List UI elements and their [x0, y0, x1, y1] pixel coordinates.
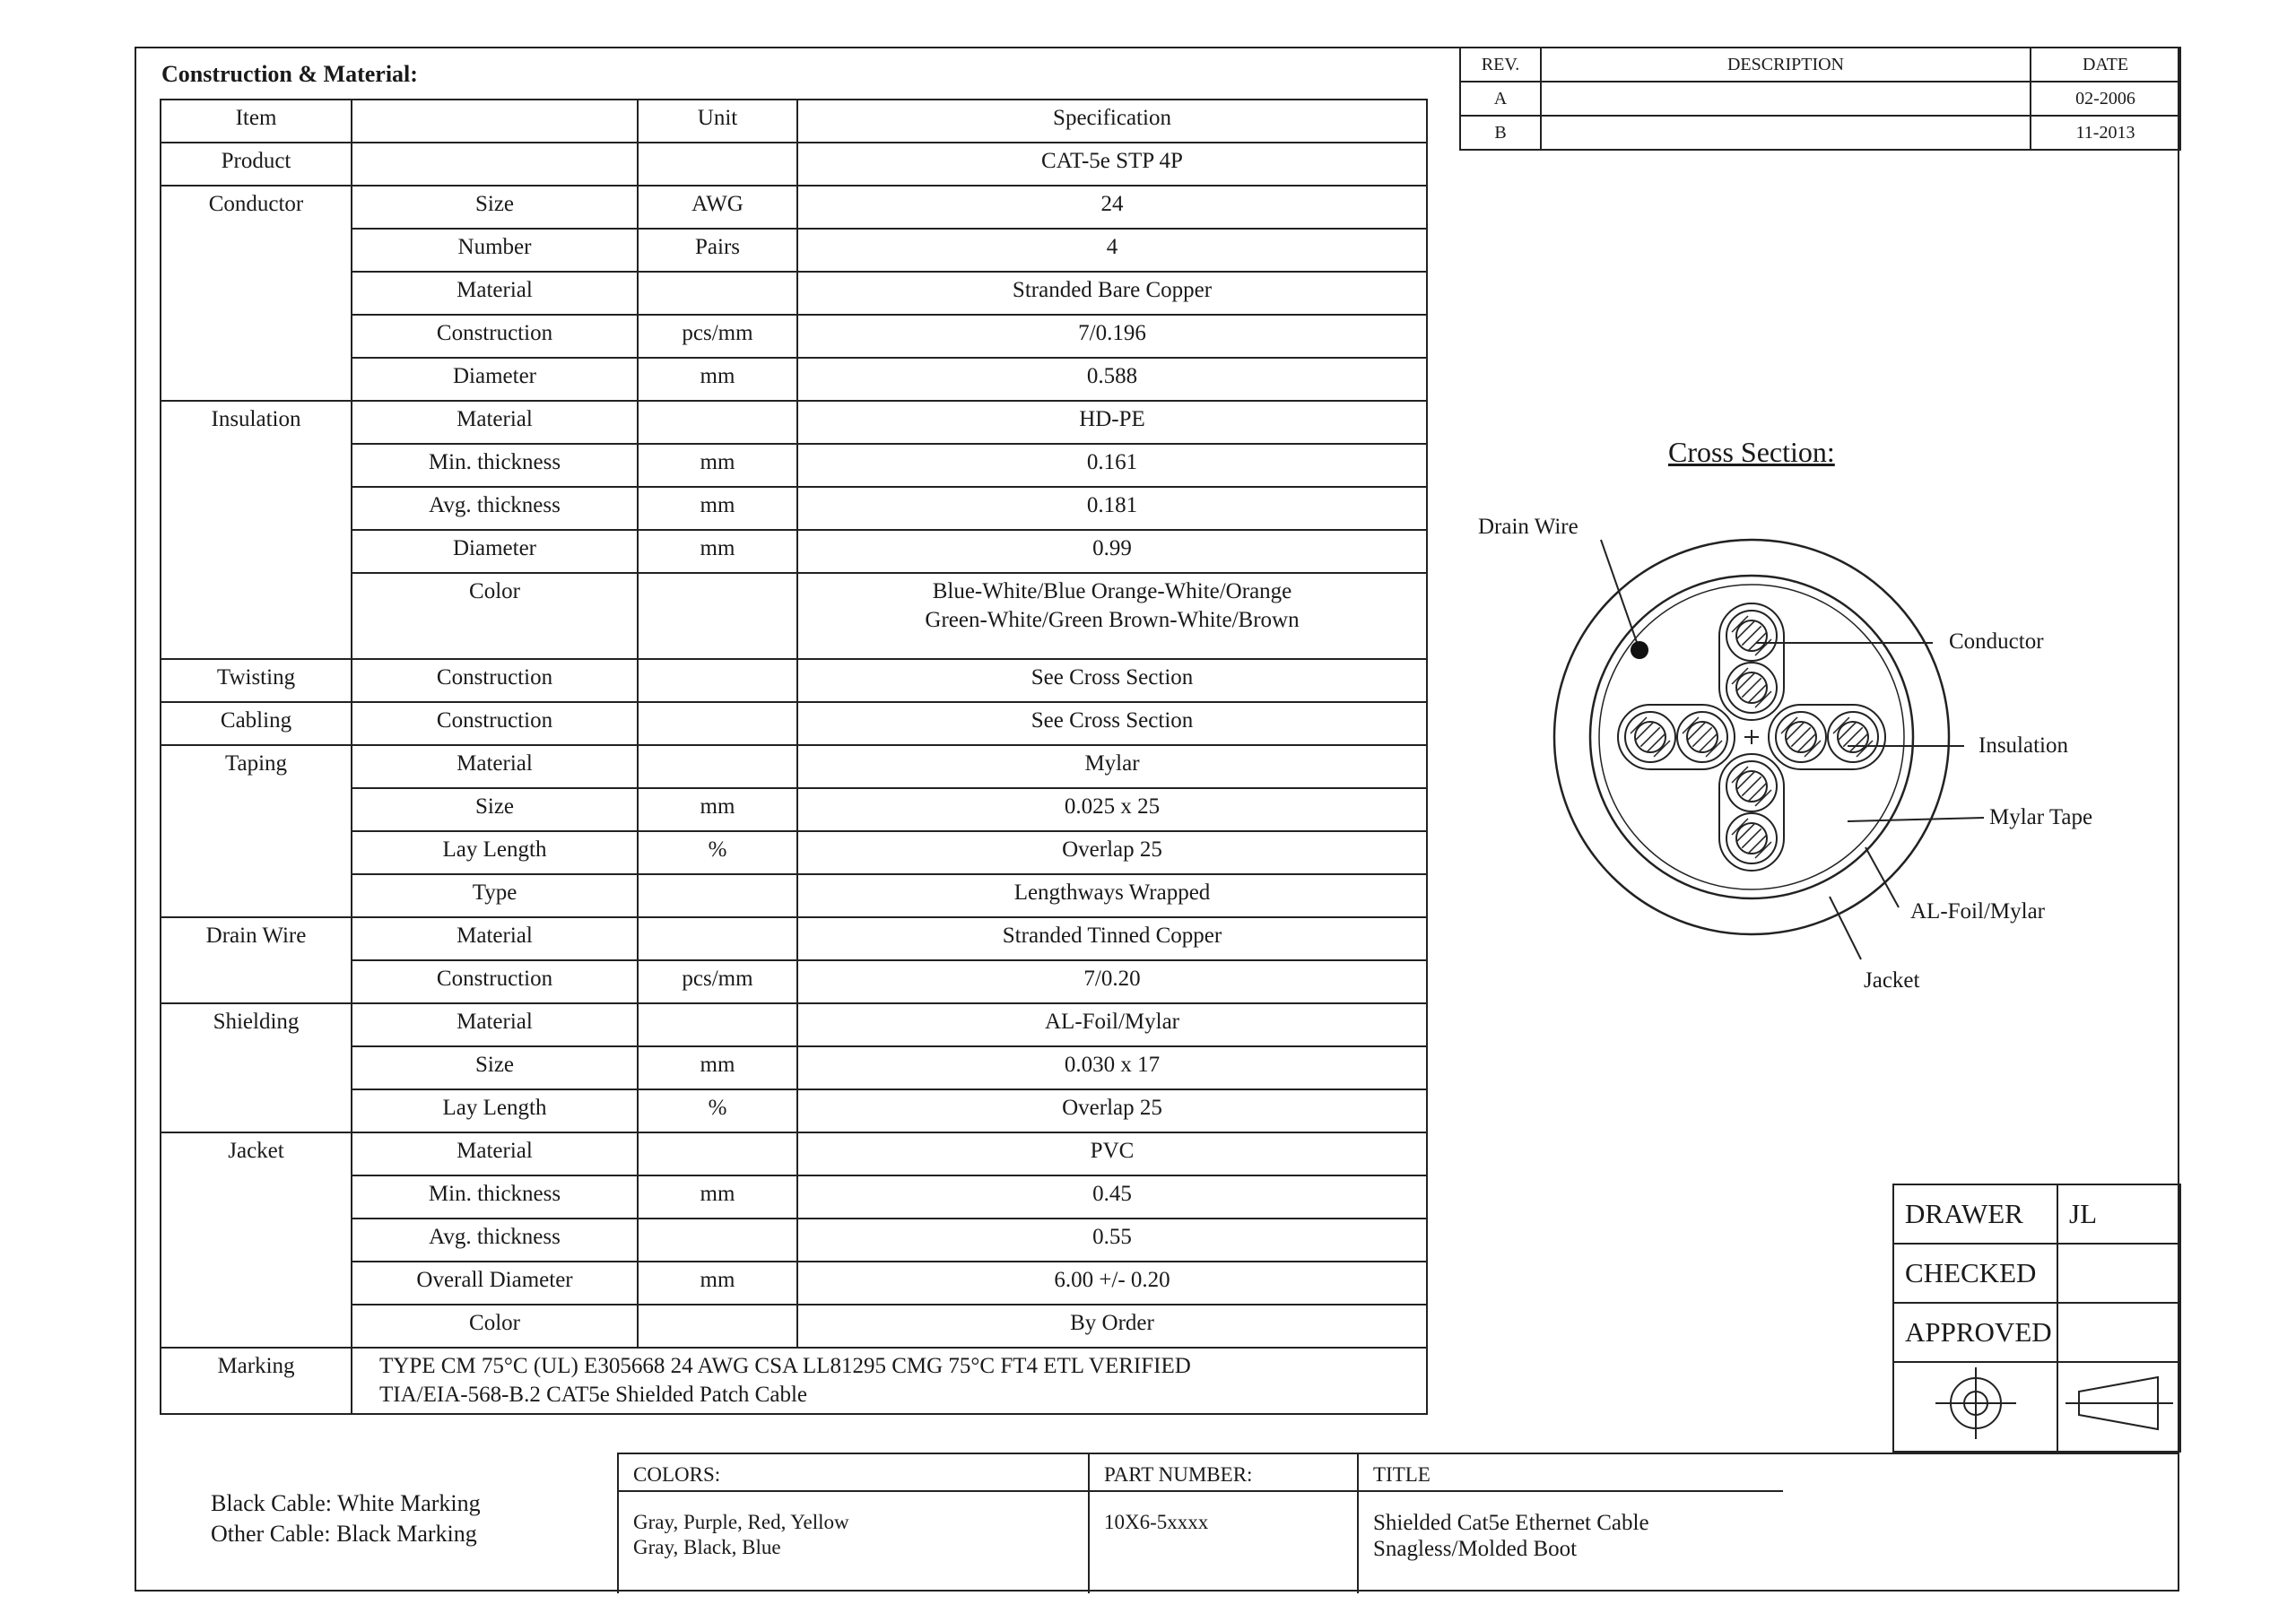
group-insulation: Insulation [161, 401, 352, 659]
group-cabling: Cabling [161, 702, 352, 745]
row-spec: 0.55 [797, 1219, 1427, 1262]
strand-hatch [1797, 733, 1816, 752]
row-unit: mm [638, 530, 797, 573]
revision-header: DESCRIPTION [1541, 48, 2031, 82]
row-unit: % [638, 1089, 797, 1132]
drain-wire-dot [1631, 641, 1648, 659]
checked-value [2057, 1244, 2180, 1303]
row-unit: mm [638, 487, 797, 530]
approved-value [2057, 1303, 2180, 1362]
note-black-cable: Black Cable: White Marking [211, 1490, 481, 1516]
row-item: Color [352, 573, 638, 659]
cone-icon [2061, 1363, 2178, 1444]
strand-hatch [1687, 722, 1706, 741]
row-spec: Stranded Bare Copper [797, 272, 1427, 315]
title-strip-divider [617, 1490, 1783, 1492]
group-jacket: Jacket [161, 1132, 352, 1348]
row-item: Diameter [352, 358, 638, 401]
revision-cell: 02-2006 [2031, 82, 2180, 116]
strand-hatch [1791, 727, 1810, 746]
row-unit: % [638, 831, 797, 874]
row-spec: 0.025 x 25 [797, 788, 1427, 831]
label-insulation: Insulation [1979, 733, 2068, 758]
row-item: Size [352, 788, 638, 831]
strand-hatch [1838, 722, 1857, 741]
row-item: Number [352, 229, 638, 272]
label-drain-wire: Drain Wire [1478, 515, 1578, 539]
row-spec: 4 [797, 229, 1427, 272]
strand-hatch [1647, 733, 1665, 752]
group-conductor: Conductor [161, 186, 352, 401]
label-conductor: Conductor [1949, 629, 2044, 654]
row-item: Material [352, 745, 638, 788]
label-al-foil: AL-Foil/Mylar [1910, 899, 2045, 924]
row-unit: AWG [638, 186, 797, 229]
row-item: Material [352, 401, 638, 444]
part-number-label: PART NUMBER: [1104, 1463, 1253, 1486]
row-item: Avg. thickness [352, 1219, 638, 1262]
row-spec: 24 [797, 186, 1427, 229]
row-item: Material [352, 1132, 638, 1175]
row-spec: 0.588 [797, 358, 1427, 401]
strand-hatch [1748, 783, 1767, 802]
row-spec: 7/0.196 [797, 315, 1427, 358]
label-mylar-tape: Mylar Tape [1989, 805, 2093, 829]
strand-hatch [1742, 776, 1761, 795]
twisted-pair [1719, 603, 1784, 720]
row-spec: See Cross Section [797, 659, 1427, 702]
row-unit: mm [638, 1046, 797, 1089]
strand-hatch [1742, 828, 1761, 847]
row-item: Construction [352, 960, 638, 1003]
strand-hatch [1736, 823, 1755, 842]
twisted-pair [1618, 705, 1735, 769]
strand-hatch [1692, 727, 1711, 746]
row-spec: 0.030 x 17 [797, 1046, 1427, 1089]
revision-cell: A [1460, 82, 1541, 116]
row-unit: pcs/mm [638, 315, 797, 358]
row-spec: 0.181 [797, 487, 1427, 530]
strand-hatch [1748, 835, 1767, 854]
row-item: Size [352, 1046, 638, 1089]
row-spec: Blue-White/Blue Orange-White/Orange Green-White/Green Brown-White/Brown [797, 573, 1427, 659]
part-number-cell [1090, 1454, 1359, 1593]
target-icon [1926, 1363, 2025, 1444]
marking-line-1: TYPE CM 75°C (UL) E305668 24 AWG CSA LL81295 CMG 75°C FT4 ETL VERIFIED [379, 1354, 1191, 1378]
checked-label: CHECKED [1893, 1244, 2057, 1303]
note-other-cable: Other Cable: Black Marking [211, 1521, 477, 1547]
title-strip [617, 1453, 1785, 1593]
row-unit: mm [638, 1262, 797, 1305]
row-spec: See Cross Section [797, 702, 1427, 745]
title-strip-top-extension [1783, 1453, 2179, 1454]
cross-section-title: Cross Section: [1668, 436, 1835, 468]
row-unit: mm [638, 788, 797, 831]
product-value: CAT-5e STP 4P [797, 143, 1427, 186]
header-cell: Item [161, 100, 352, 143]
row-spec: 0.45 [797, 1175, 1427, 1219]
row-item: Material [352, 1003, 638, 1046]
title-cell [1359, 1454, 1785, 1593]
revision-header: REV. [1460, 48, 1541, 82]
row-spec: AL-Foil/Mylar [797, 1003, 1427, 1046]
twisted-pair [1719, 754, 1784, 871]
group-twisting: Twisting [161, 659, 352, 702]
revision-header: DATE [2031, 48, 2180, 82]
row-item: Color [352, 1305, 638, 1348]
marking-label: Marking [161, 1348, 352, 1414]
row-spec: By Order [797, 1305, 1427, 1348]
row-spec: HD-PE [797, 401, 1427, 444]
revision-cell: 11-2013 [2031, 116, 2180, 150]
colors-value: Gray, Purple, Red, Yellow Gray, Black, Blue [633, 1511, 849, 1558]
strand-hatch [1849, 733, 1868, 752]
row-spec: 0.161 [797, 444, 1427, 487]
strand-hatch [1843, 727, 1862, 746]
row-item: Diameter [352, 530, 638, 573]
row-spec: 6.00 +/- 0.20 [797, 1262, 1427, 1305]
row-item: Min. thickness [352, 444, 638, 487]
row-item: Lay Length [352, 1089, 638, 1132]
projection-symbol-circle [1893, 1362, 2057, 1452]
group-shielding: Shielding [161, 1003, 352, 1132]
header-cell: Specification [797, 100, 1427, 143]
colors-label: COLORS: [633, 1463, 721, 1486]
product-label: Product [161, 143, 352, 186]
marking-line-2: TIA/EIA-568-B.2 CAT5e Shielded Patch Cable [379, 1383, 807, 1407]
row-item: Construction [352, 315, 638, 358]
strand-hatch [1736, 672, 1755, 691]
row-spec: PVC [797, 1132, 1427, 1175]
row-spec: 0.99 [797, 530, 1427, 573]
header-cell: Unit [638, 100, 797, 143]
row-spec: Mylar [797, 745, 1427, 788]
title-label: TITLE [1373, 1463, 1431, 1486]
row-item: Size [352, 186, 638, 229]
row-spec: Lengthways Wrapped [797, 874, 1427, 917]
row-unit: mm [638, 444, 797, 487]
strand-hatch [1748, 684, 1767, 703]
approved-label: APPROVED [1893, 1303, 2057, 1362]
row-unit: mm [638, 358, 797, 401]
row-item: Min. thickness [352, 1175, 638, 1219]
row-item: Construction [352, 702, 638, 745]
label-jacket: Jacket [1864, 968, 1920, 993]
twisted-pair [1769, 705, 1885, 769]
colors-cell [619, 1454, 1090, 1593]
strand-hatch [1748, 632, 1767, 651]
projection-symbol-cone [2057, 1362, 2180, 1452]
strand-hatch [1635, 722, 1654, 741]
strand-hatch [1742, 678, 1761, 697]
drawer-value: JL [2057, 1184, 2180, 1244]
marking-notes [211, 1488, 481, 1549]
row-item: Type [352, 874, 638, 917]
row-unit: Pairs [638, 229, 797, 272]
row-item: Material [352, 272, 638, 315]
row-item: Overall Diameter [352, 1262, 638, 1305]
row-unit: mm [638, 1175, 797, 1219]
strand-hatch [1699, 733, 1718, 752]
row-item: Avg. thickness [352, 487, 638, 530]
construction-heading: Construction & Material: [161, 61, 418, 87]
strand-hatch [1786, 722, 1805, 741]
strand-hatch [1736, 771, 1755, 790]
row-unit: pcs/mm [638, 960, 797, 1003]
row-item: Construction [352, 659, 638, 702]
row-spec: Stranded Tinned Copper [797, 917, 1427, 960]
row-item: Lay Length [352, 831, 638, 874]
strand-hatch [1640, 727, 1659, 746]
row-item: Material [352, 917, 638, 960]
row-spec: 7/0.20 [797, 960, 1427, 1003]
row-spec: Overlap 25 [797, 831, 1427, 874]
row-spec: Overlap 25 [797, 1089, 1427, 1132]
group-drain-wire: Drain Wire [161, 917, 352, 1003]
approval-block [1892, 1184, 2181, 1453]
strand-hatch [1736, 620, 1755, 639]
group-taping: Taping [161, 745, 352, 917]
revision-cell: B [1460, 116, 1541, 150]
title-value: Shielded Cat5e Ethernet Cable Snagless/Molded Boot [1373, 1511, 1649, 1561]
part-number-value: 10X6-5xxxx [1104, 1511, 1209, 1533]
drawer-label: DRAWER [1893, 1184, 2057, 1244]
